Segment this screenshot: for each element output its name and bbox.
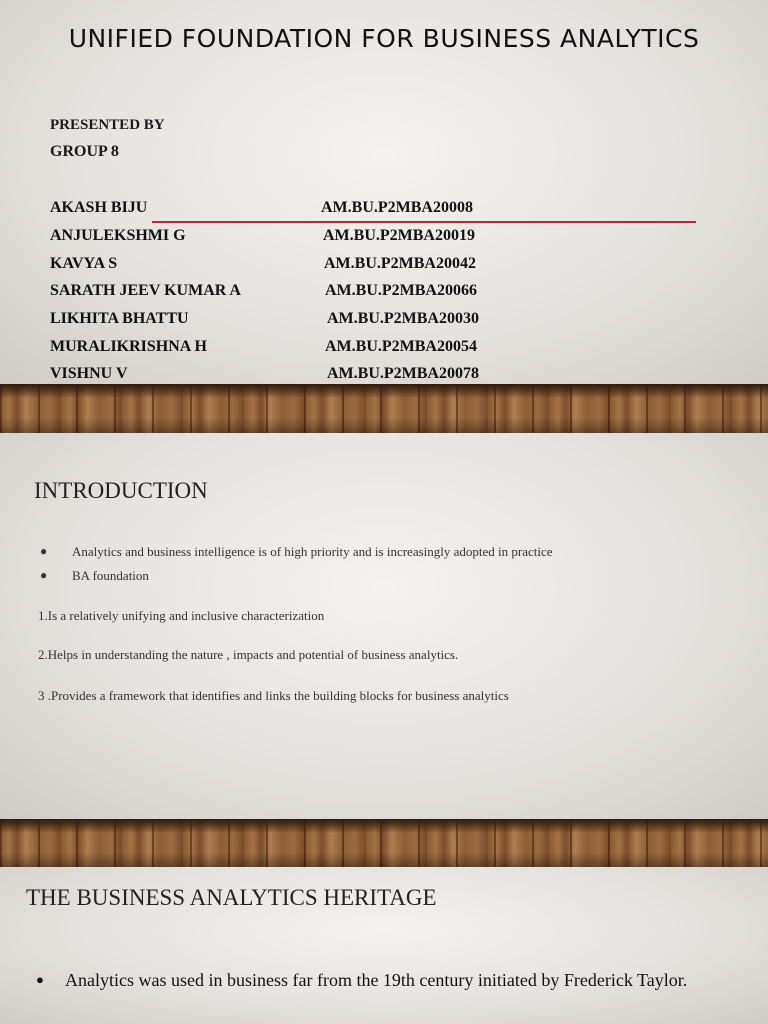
slide-3 (0, 867, 768, 1024)
numbered-point: 1.Is a relatively unifying and inclusive characterization (38, 608, 325, 623)
member-id: AM.BU.P2MBA20030 (327, 310, 479, 327)
bullet-text: Analytics and business intelligence is of high priority and is increasingly adopted in practice (72, 544, 553, 559)
member-name: SARATH JEEV KUMAR A (50, 282, 241, 299)
member-name: AKASH BIJU (50, 199, 148, 216)
numbered-point: 3 .Provides a framework that identifies and links the building blocks for business analytics (38, 688, 509, 703)
group-label: GROUP 8 (50, 143, 119, 160)
member-id: AM.BU.P2MBA20066 (325, 282, 477, 299)
member-name: VISHNU V (50, 365, 128, 382)
section-heading: THE BUSINESS ANALYTICS HERITAGE (26, 885, 437, 910)
member-id: AM.BU.P2MBA20054 (325, 338, 477, 355)
numbered-point: 2.Helps in understanding the nature , impacts and potential of business analytics. (38, 647, 459, 662)
slide-title: UNIFIED FOUNDATION FOR BUSINESS ANALYTICS (68, 24, 700, 53)
member-id: AM.BU.P2MBA20019 (323, 227, 475, 244)
slide-2 (0, 433, 768, 819)
presented-by-label: PRESENTED BY (50, 117, 165, 133)
member-name: KAVYA S (50, 255, 118, 272)
member-id: AM.BU.P2MBA20008 (321, 199, 473, 216)
slide-1 (0, 0, 768, 384)
bullet-icon: ● (40, 544, 48, 558)
accent-divider (152, 221, 696, 223)
bullet-icon: ● (36, 972, 44, 987)
bullet-text: BA foundation (72, 568, 149, 583)
member-id: AM.BU.P2MBA20078 (327, 365, 479, 382)
wood-floor-graphic (0, 819, 768, 867)
member-id: AM.BU.P2MBA20042 (324, 255, 476, 272)
member-name: MURALIKRISHNA H (50, 338, 207, 355)
member-name: LIKHITA BHATTU (50, 310, 189, 327)
bullet-item (36, 965, 736, 995)
section-heading: INTRODUCTION (34, 478, 208, 503)
wood-floor-graphic (0, 384, 768, 433)
member-name: ANJULEKSHMI G (50, 227, 186, 244)
bullet-icon: ● (40, 568, 48, 582)
bullet-text: Analytics was used in business far from the 19th century initiated by Frederick Taylor. (65, 970, 688, 990)
